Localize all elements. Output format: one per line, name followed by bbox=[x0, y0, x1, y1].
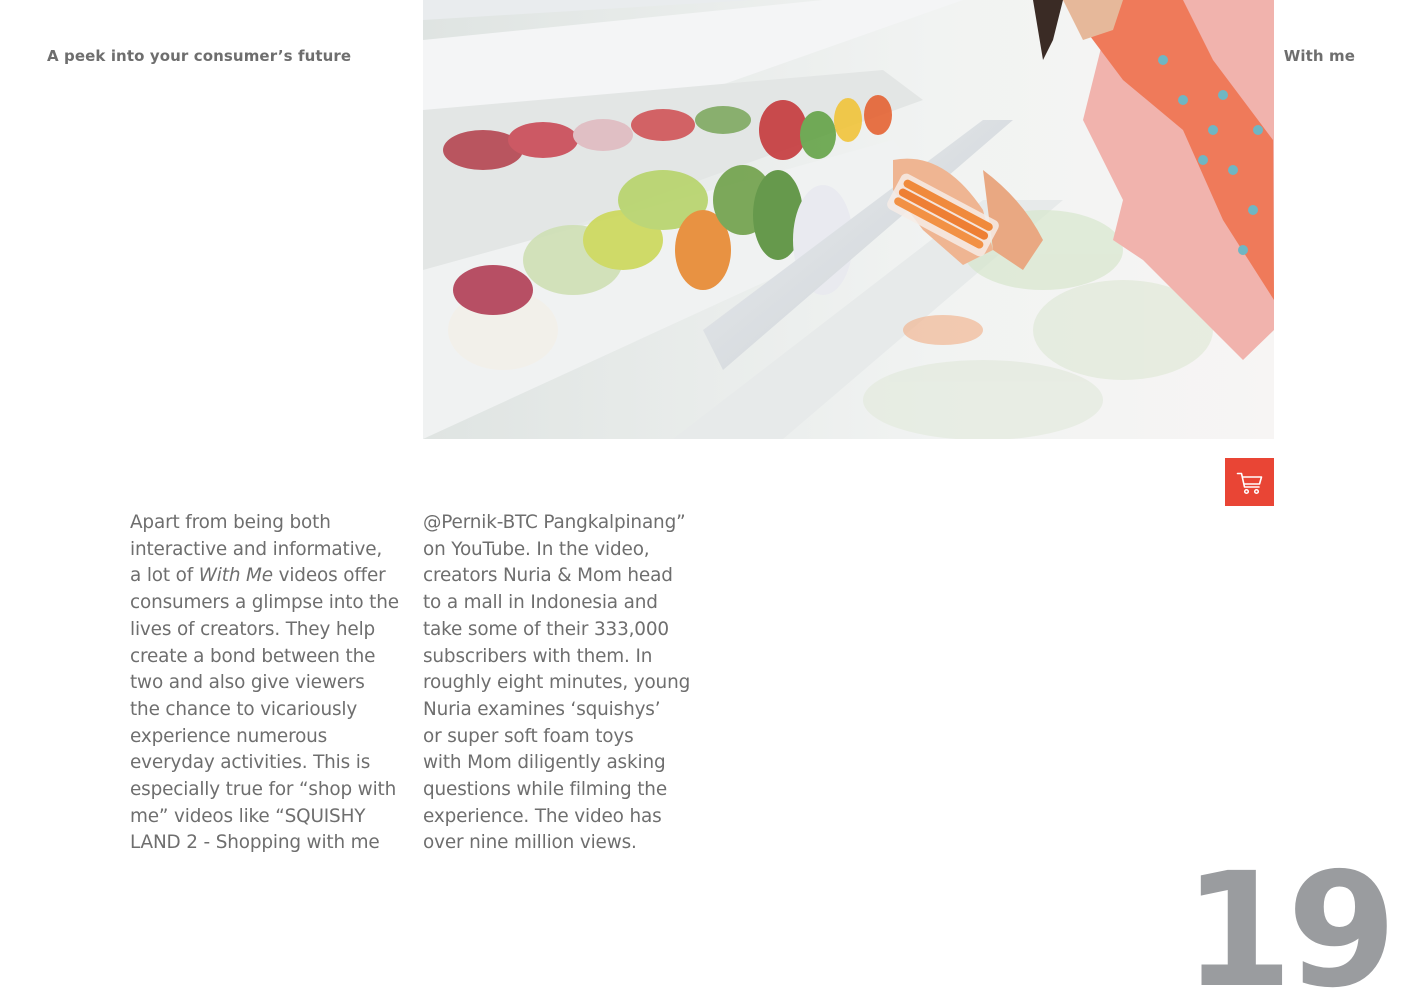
text-line: over nine million views. bbox=[423, 832, 637, 854]
text-line: consumers a glimpse into the bbox=[130, 592, 399, 614]
text-fragment: videos offer bbox=[272, 565, 386, 587]
text-line: @Pernik-BTC Pangkalpinang” bbox=[423, 512, 686, 533]
italic-term: With Me bbox=[198, 565, 273, 587]
body-paragraph-1 bbox=[130, 510, 410, 857]
text-line: me” videos like “SQUISHY bbox=[130, 805, 366, 827]
text-line: experience. The video has bbox=[423, 805, 662, 827]
supermarket-photo bbox=[423, 0, 1274, 439]
shopping-cart-badge bbox=[1225, 458, 1274, 506]
text-line: subscribers with them. In bbox=[423, 645, 653, 667]
text-line: especially true for “shop with bbox=[130, 779, 397, 801]
text-line: to a mall in Indonesia and bbox=[423, 592, 658, 614]
text-line: experience numerous bbox=[130, 725, 328, 747]
text-line: interactive and informative, bbox=[130, 538, 383, 560]
section-title: A peek into your consumer’s future bbox=[47, 47, 352, 65]
text-fragment: a lot of bbox=[130, 565, 199, 587]
page-number: 19 bbox=[1183, 839, 1391, 992]
text-line: with Mom diligently asking bbox=[423, 752, 666, 774]
body-column-1 bbox=[130, 510, 410, 857]
text-line: everyday activities. This is bbox=[130, 752, 371, 774]
text-line: creators Nuria & Mom head bbox=[423, 565, 673, 587]
body-column-2 bbox=[423, 510, 703, 857]
text-line: lives of creators. They help bbox=[130, 618, 376, 640]
chapter-title: With me bbox=[1283, 47, 1355, 65]
text-line: questions while filming the bbox=[423, 779, 667, 801]
text-line: on YouTube. In the video, bbox=[423, 538, 650, 560]
text-line: roughly eight minutes, young bbox=[423, 672, 691, 694]
text-line: take some of their 333,000 bbox=[423, 618, 669, 640]
shopping-cart-icon bbox=[1235, 467, 1265, 497]
text-line: the chance to vicariously bbox=[130, 698, 358, 720]
text-line: two and also give viewers bbox=[130, 672, 365, 694]
body-paragraph-2 bbox=[423, 510, 703, 857]
text-line: LAND 2 - Shopping with me bbox=[130, 832, 380, 854]
text-line: Nuria examines ‘squishys’ bbox=[423, 698, 661, 720]
text-line: create a bond between the bbox=[130, 645, 376, 667]
text-line bbox=[130, 563, 410, 590]
text-line: Apart from being both bbox=[130, 512, 331, 533]
text-line: or super soft foam toys bbox=[423, 725, 634, 747]
